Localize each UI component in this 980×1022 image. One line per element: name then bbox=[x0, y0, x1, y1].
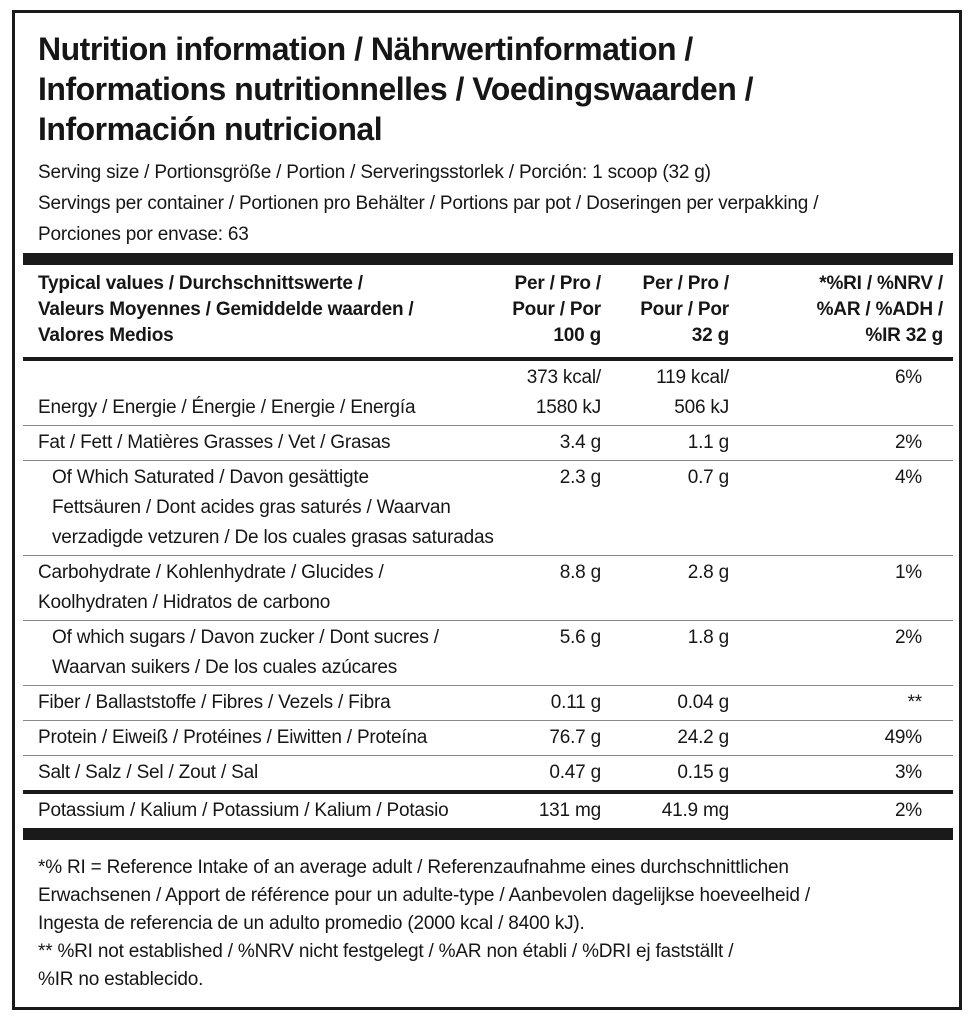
footnote-line: Ingesta de referencia de un adulto promedio (2000 kcal / 8400 kJ). bbox=[38, 913, 585, 934]
row-ri: 1% bbox=[894, 562, 922, 583]
row-ri: 2% bbox=[894, 800, 922, 821]
row-energy bbox=[23, 361, 953, 426]
row-per32: 2.8 g bbox=[687, 562, 729, 583]
row-per100: 8.8 g bbox=[559, 562, 601, 583]
row-per100: 0.47 g bbox=[549, 762, 601, 783]
table-bottom-bar bbox=[23, 828, 953, 840]
nutrition-table bbox=[23, 253, 953, 840]
row-per100: 2.3 g bbox=[559, 467, 601, 488]
footnote-line: ** %RI not established / %NRV nicht festgelegt / %AR non établi / %DRI ej fastställt / bbox=[38, 941, 734, 962]
row-ri: 3% bbox=[894, 762, 922, 783]
row-label: Energy / Energie / Énergie / Energie / Energía bbox=[23, 363, 482, 423]
servings-per-container-line: Servings per container / Portionen pro Behälter / Portions par pot / Doseringen per verpakking / bbox=[38, 193, 819, 214]
row-label: Protein / Eiweiß / Protéines / Eiwitten / Proteína bbox=[38, 727, 428, 748]
row-ri: 2% bbox=[894, 432, 922, 453]
page-title bbox=[38, 29, 949, 149]
title-line: Nutrition information / Nährwertinformation / bbox=[38, 31, 693, 67]
row-label: Carbohydrate / Kohlenhydrate / Glucides / Koolhydraten / Hidratos de carbono bbox=[38, 562, 384, 613]
row-ri: 4% bbox=[894, 467, 922, 488]
row-fiber bbox=[23, 686, 953, 721]
row-ri: ** bbox=[907, 692, 922, 713]
row-per100: 5.6 g bbox=[559, 627, 601, 648]
title-line: Información nutricional bbox=[38, 111, 383, 147]
footnote-line: %IR no establecido. bbox=[38, 969, 204, 990]
row-fat bbox=[23, 426, 953, 461]
row-label: Fiber / Ballaststoffe / Fibres / Vezels / Fibra bbox=[38, 692, 391, 713]
row-per100: 3.4 g bbox=[559, 432, 601, 453]
row-potassium bbox=[23, 794, 953, 828]
title-line: Informations nutritionnelles / Voedingswaarden / bbox=[38, 71, 754, 107]
row-label: Fat / Fett / Matières Grasses / Vet / Grasas bbox=[38, 432, 391, 453]
row-ri: 6% bbox=[894, 367, 922, 388]
row-per100: 0.11 g bbox=[550, 692, 601, 713]
footnote-line: Erwachsenen / Apport de référence pour un adulte-type / Aanbevolen dagelijkse hoeveelheid / bbox=[38, 885, 810, 906]
serving-size-line: Serving size / Portionsgröße / Portion / Serveringsstorlek / Porción: 1 scoop (32 g) bbox=[38, 162, 711, 183]
header-per-32g: Per / Pro / Pour / Por 32 g bbox=[640, 273, 729, 346]
table-top-bar bbox=[23, 253, 953, 265]
header-ri-nrv: *%RI / %NRV / %AR / %ADH / %IR 32 g bbox=[816, 273, 943, 346]
row-per32: 41.9 mg bbox=[661, 800, 729, 821]
row-per32: 0.7 g bbox=[687, 467, 729, 488]
row-carbohydrate bbox=[23, 556, 953, 621]
row-sugars bbox=[23, 621, 953, 686]
row-ri: 2% bbox=[894, 627, 922, 648]
row-per32: 119 kcal/ 506 kJ bbox=[656, 367, 729, 418]
row-per32: 1.1 g bbox=[687, 432, 729, 453]
row-per32: 0.15 g bbox=[677, 762, 729, 783]
row-per32: 1.8 g bbox=[687, 627, 729, 648]
row-label: Of Which Saturated / Davon gesättigte Fettsäuren / Dont acides gras saturés / Waarvan verzadigde vetzuren / De los cuales grasas saturadas bbox=[52, 467, 494, 548]
row-per100: 373 kcal/ 1580 kJ bbox=[526, 367, 601, 418]
footnote-line: *% RI = Reference Intake of an average adult / Referenzaufnahme eines durchschnittlichen bbox=[38, 857, 789, 878]
footnotes bbox=[38, 854, 949, 994]
label-frame bbox=[12, 10, 962, 1010]
row-salt bbox=[23, 756, 953, 794]
servings-per-container-line2: Porciones por envase: 63 bbox=[38, 224, 249, 245]
row-protein bbox=[23, 721, 953, 756]
serving-info bbox=[38, 157, 949, 250]
row-per100: 76.7 g bbox=[549, 727, 601, 748]
row-ri: 49% bbox=[884, 727, 922, 748]
row-per100: 131 mg bbox=[538, 800, 601, 821]
table-header-row bbox=[23, 265, 953, 361]
spacer bbox=[38, 363, 482, 393]
row-saturated-fat bbox=[23, 461, 953, 556]
header-typical-values: Typical values / Durchschnittswerte / Valeurs Moyennes / Gemiddelde waarden / Valores Medios bbox=[38, 273, 414, 346]
row-label: Salt / Salz / Sel / Zout / Sal bbox=[38, 762, 258, 783]
row-label: Of which sugars / Davon zucker / Dont sucres / Waarvan suikers / De los cuales azúcares bbox=[52, 627, 439, 678]
row-label: Potassium / Kalium / Potassium / Kalium / Potasio bbox=[38, 800, 449, 821]
header-per-100g: Per / Pro / Pour / Por 100 g bbox=[512, 273, 601, 346]
row-per32: 24.2 g bbox=[677, 727, 729, 748]
row-per32: 0.04 g bbox=[677, 692, 729, 713]
